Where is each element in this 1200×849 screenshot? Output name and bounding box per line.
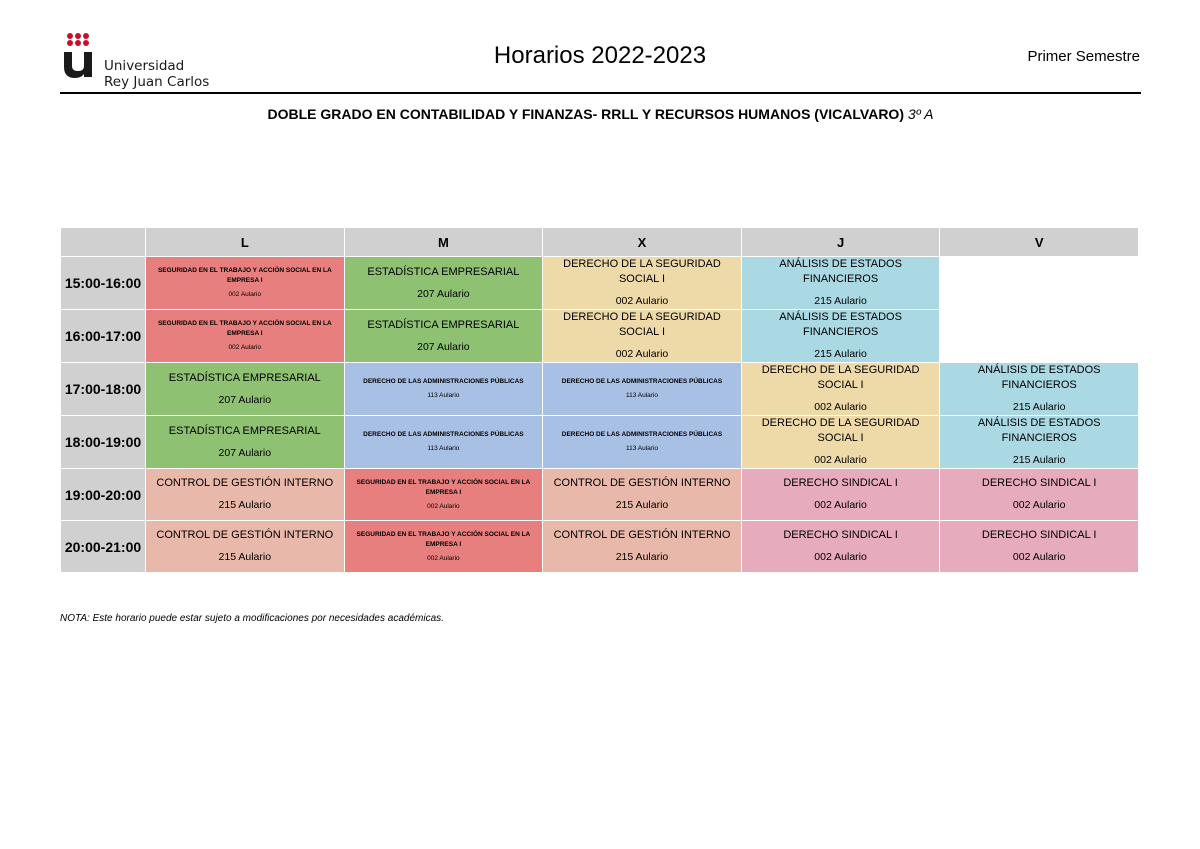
subject-name: ESTADÍSTICA EMPRESARIAL	[168, 424, 321, 437]
subject-name: CONTROL DE GESTIÓN INTERNO	[553, 529, 731, 541]
subject-name: ANÁLISIS DE ESTADOS FINANCIEROS	[779, 311, 902, 338]
day-header: J	[741, 228, 940, 257]
room-label: 002 Aulario	[814, 551, 867, 563]
room-label: 215 Aulario	[615, 551, 669, 563]
schedule-body	[61, 257, 1139, 573]
subject-name: DERECHO DE LA SEGURIDAD SOCIAL I	[563, 311, 721, 338]
day-header: V	[940, 228, 1139, 257]
subject-name: CONTROL DE GESTIÓN INTERNO	[156, 529, 334, 541]
subject-name: DERECHO DE LAS ADMINISTRACIONES PÚBLICAS	[561, 431, 723, 438]
page-title: Horarios 2022-2023	[493, 42, 707, 69]
class-cell	[543, 310, 742, 363]
class-cell	[741, 469, 940, 521]
room-label: 002 Aulario	[1012, 551, 1066, 563]
class-cell	[741, 416, 940, 469]
class-cell	[543, 363, 742, 416]
room-label: 207 Aulario	[218, 446, 272, 459]
subject-name: SEGURIDAD EN EL TRABAJO Y ACCIÓN SOCIAL EN LA EMPRESA I	[356, 530, 531, 548]
subject-name: ESTADÍSTICA EMPRESARIAL	[367, 318, 520, 331]
subject-name: ESTADÍSTICA EMPRESARIAL	[168, 371, 321, 384]
class-cell	[543, 521, 742, 573]
subject-name: DERECHO DE LAS ADMINISTRACIONES PÚBLICAS	[363, 431, 524, 438]
class-cell	[741, 257, 940, 310]
room-label: 113 Aulario	[625, 392, 658, 399]
subject-name: ANÁLISIS DE ESTADOS FINANCIEROS	[977, 417, 1101, 444]
subject-name: DERECHO SINDICAL I	[783, 529, 898, 541]
room-label: 002 Aulario	[814, 454, 867, 466]
logo-line-2: Rey Juan Carlos	[104, 74, 210, 90]
time-slot: 15:00-16:00	[61, 257, 146, 310]
logo-line-1: Universidad	[104, 58, 185, 74]
day-header: X	[543, 228, 742, 257]
room-label: 002 Aulario	[814, 499, 867, 511]
subject-name: CONTROL DE GESTIÓN INTERNO	[553, 477, 731, 489]
room-label: 207 Aulario	[417, 287, 470, 300]
group-label: 3º A	[907, 106, 934, 122]
day-header: L	[146, 228, 345, 257]
degree-name: DOBLE GRADO EN CONTABILIDAD Y FINANZAS- RRLL Y RECURSOS HUMANOS (VICALVARO)	[267, 106, 904, 122]
time-slot: 18:00-19:00	[61, 416, 146, 469]
room-label: 002 Aulario	[228, 344, 262, 351]
class-cell	[940, 310, 1139, 363]
class-cell	[940, 469, 1139, 521]
room-label: 207 Aulario	[417, 340, 470, 353]
class-cell	[940, 521, 1139, 573]
room-label: 215 Aulario	[1012, 401, 1066, 413]
schedule-row	[61, 363, 1139, 416]
class-cell	[940, 363, 1139, 416]
subject-name: DERECHO SINDICAL I	[981, 477, 1097, 489]
room-label: 215 Aulario	[814, 295, 867, 307]
room-label: 002 Aulario	[228, 291, 262, 298]
class-cell	[344, 521, 543, 573]
subject-name: CONTROL DE GESTIÓN INTERNO	[156, 477, 334, 489]
schedule-header-row	[61, 228, 1139, 257]
room-label: 207 Aulario	[218, 393, 272, 406]
schedule-row	[61, 257, 1139, 310]
subject-name: DERECHO DE LA SEGURIDAD SOCIAL I	[761, 364, 920, 391]
class-cell	[146, 363, 345, 416]
subject-name: SEGURIDAD EN EL TRABAJO Y ACCIÓN SOCIAL EN LA EMPRESA I	[157, 267, 332, 284]
time-header	[61, 228, 146, 257]
class-cell	[344, 363, 543, 416]
class-cell	[344, 469, 543, 521]
class-cell	[344, 310, 543, 363]
room-label: 215 Aulario	[1012, 454, 1066, 466]
class-cell	[543, 416, 742, 469]
class-cell	[940, 416, 1139, 469]
room-label: 113 Aulario	[427, 445, 460, 452]
room-label: 215 Aulario	[218, 499, 272, 511]
subject-name: ANÁLISIS DE ESTADOS FINANCIEROS	[977, 364, 1101, 391]
subject-name: DERECHO DE LA SEGURIDAD SOCIAL I	[761, 417, 920, 444]
time-slot: 20:00-21:00	[61, 521, 146, 573]
time-slot: 19:00-20:00	[61, 469, 146, 521]
schedule-table	[60, 227, 1139, 573]
class-cell	[146, 521, 345, 573]
class-cell	[741, 363, 940, 416]
subject-name: DERECHO DE LA SEGURIDAD SOCIAL I	[563, 258, 721, 285]
subject-name: DERECHO DE LAS ADMINISTRACIONES PÚBLICAS	[561, 378, 723, 385]
class-cell	[146, 257, 345, 310]
page-header	[60, 22, 1140, 92]
room-label: 002 Aulario	[427, 554, 460, 562]
room-label: 002 Aulario	[814, 401, 867, 413]
subject-name: DERECHO SINDICAL I	[981, 529, 1097, 541]
room-label: 002 Aulario	[1012, 499, 1066, 511]
class-cell	[741, 310, 940, 363]
class-cell	[146, 469, 345, 521]
room-label: 002 Aulario	[615, 348, 669, 360]
header-divider	[60, 92, 1141, 94]
class-cell	[146, 416, 345, 469]
class-cell	[344, 257, 543, 310]
class-cell	[741, 521, 940, 573]
class-cell	[146, 310, 345, 363]
degree-title	[60, 106, 1141, 122]
subject-name: ESTADÍSTICA EMPRESARIAL	[367, 265, 520, 278]
schedule-note: NOTA: Este horario puede estar sujeto a modificaciones por necesidades académicas.	[60, 613, 444, 624]
subject-name: SEGURIDAD EN EL TRABAJO Y ACCIÓN SOCIAL EN LA EMPRESA I	[157, 320, 332, 337]
class-cell	[344, 416, 543, 469]
schedule-row	[61, 416, 1139, 469]
time-slot: 17:00-18:00	[61, 363, 146, 416]
room-label: 215 Aulario	[218, 551, 272, 563]
class-cell	[940, 257, 1139, 310]
room-label: 113 Aulario	[625, 445, 658, 452]
schedule-row	[61, 521, 1139, 573]
schedule-row	[61, 310, 1139, 363]
room-label: 002 Aulario	[427, 502, 460, 510]
day-header: M	[344, 228, 543, 257]
time-slot: 16:00-17:00	[61, 310, 146, 363]
room-label: 215 Aulario	[814, 348, 867, 360]
room-label: 215 Aulario	[615, 499, 669, 511]
schedule-row	[61, 469, 1139, 521]
room-label: 002 Aulario	[615, 295, 669, 307]
class-cell	[543, 469, 742, 521]
subject-name: DERECHO DE LAS ADMINISTRACIONES PÚBLICAS	[363, 378, 524, 385]
subject-name: ANÁLISIS DE ESTADOS FINANCIEROS	[779, 258, 902, 285]
semester-label: Primer Semestre	[1027, 48, 1140, 65]
room-label: 113 Aulario	[427, 392, 460, 399]
subject-name: SEGURIDAD EN EL TRABAJO Y ACCIÓN SOCIAL EN LA EMPRESA I	[356, 478, 531, 496]
subject-name: DERECHO SINDICAL I	[783, 477, 898, 489]
class-cell	[543, 257, 742, 310]
